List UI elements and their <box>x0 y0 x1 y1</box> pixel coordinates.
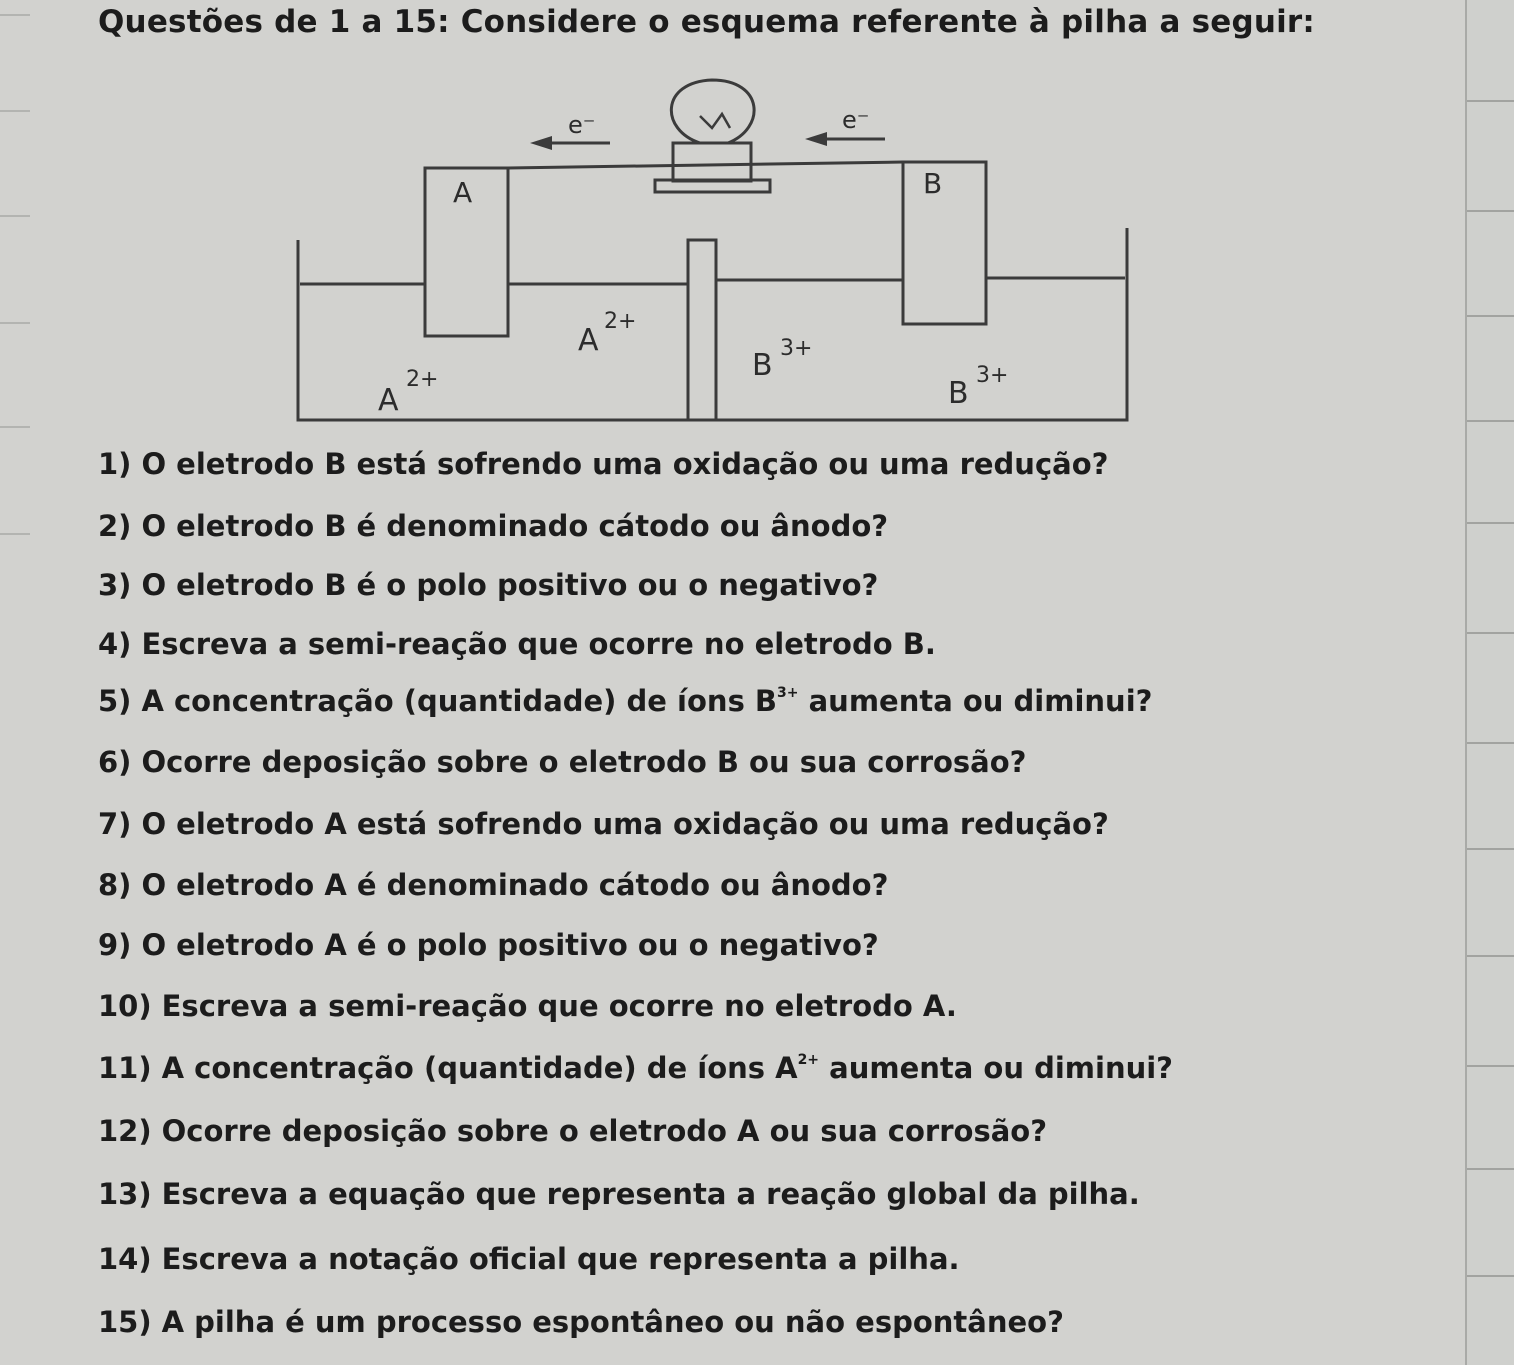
question-9: 9) O eletrodo A é o polo positivo ou o negativo? <box>98 928 879 962</box>
electrode-b-label: B <box>923 167 943 200</box>
ion-charge-b: 3+ <box>777 685 799 701</box>
bulb-socket <box>673 143 751 181</box>
ion-a-right-base: A <box>578 323 599 358</box>
arrowhead-left-icon <box>530 136 552 150</box>
bulb-filament <box>700 114 730 128</box>
ion-a-right-charge: 2+ <box>604 309 637 334</box>
question-5: 5) A concentração (quantidade) de íons $B^{3+}$ aumenta ou diminui? <box>98 684 1153 718</box>
notebook-line <box>1467 742 1514 744</box>
electron-label-left: e⁻ <box>568 111 596 139</box>
notebook-line <box>1467 1275 1514 1277</box>
bulb-glass <box>671 80 754 143</box>
notebook-line <box>0 533 30 535</box>
question-12: 12) Ocorre deposição sobre o eletrodo A ou sua corrosão? <box>98 1114 1048 1148</box>
question-7: 7) O eletrodo A está sofrendo uma oxidação ou uma redução? <box>98 807 1109 841</box>
question-10: 10) Escreva a semi-reação que ocorre no eletrodo A. <box>98 989 957 1023</box>
question-15: 15) A pilha é um processo espontâneo ou não espontâneo? <box>98 1305 1064 1339</box>
question-1: 1) O eletrodo B está sofrendo uma oxidação ou uma redução? <box>98 447 1109 481</box>
notebook-line <box>1467 632 1514 634</box>
electrode-a-label: A <box>453 176 473 209</box>
galvanic-cell-diagram <box>0 0 1514 440</box>
ion-a-left-base: A <box>378 383 399 418</box>
question-6: 6) Ocorre deposição sobre o eletrodo B ou sua corrosão? <box>98 745 1027 779</box>
question-13: 13) Escreva a equação que representa a reação global da pilha. <box>98 1177 1140 1211</box>
question-11: 11) A concentração (quantidade) de íons $A^{2+}$ aumenta ou diminui? <box>98 1051 1173 1085</box>
arrowhead-right-icon <box>805 132 827 146</box>
notebook-line <box>1467 955 1514 957</box>
ion-charge-a: 2+ <box>797 1052 820 1068</box>
electron-label-right: e⁻ <box>842 106 870 134</box>
question-8: 8) O eletrodo A é denominado cátodo ou ânodo? <box>98 868 889 902</box>
page-title: Questões de 1 a 15: Considere o esquema referente à pilha a seguir: <box>98 4 1316 40</box>
ion-b-left-charge: 3+ <box>780 336 813 361</box>
ion-b-right-charge: 3+ <box>976 363 1009 388</box>
question-14: 14) Escreva a notação oficial que representa a pilha. <box>98 1242 960 1276</box>
question-3: 3) O eletrodo B é o polo positivo ou o negativo? <box>98 568 879 602</box>
ion-a-left-charge: 2+ <box>406 367 439 392</box>
notebook-line <box>1467 848 1514 850</box>
ion-b-left-base: B <box>752 348 773 383</box>
electrode-b <box>903 162 986 324</box>
notebook-line <box>1467 1065 1514 1067</box>
notebook-line <box>1467 522 1514 524</box>
question-2: 2) O eletrodo B é denominado cátodo ou ânodo? <box>98 509 889 543</box>
ion-b-right-base: B <box>948 376 969 411</box>
notebook-line <box>1467 1168 1514 1170</box>
external-wire <box>508 162 903 168</box>
porous-wall <box>688 240 716 420</box>
question-4: 4) Escreva a semi-reação que ocorre no eletrodo B. <box>98 627 936 661</box>
